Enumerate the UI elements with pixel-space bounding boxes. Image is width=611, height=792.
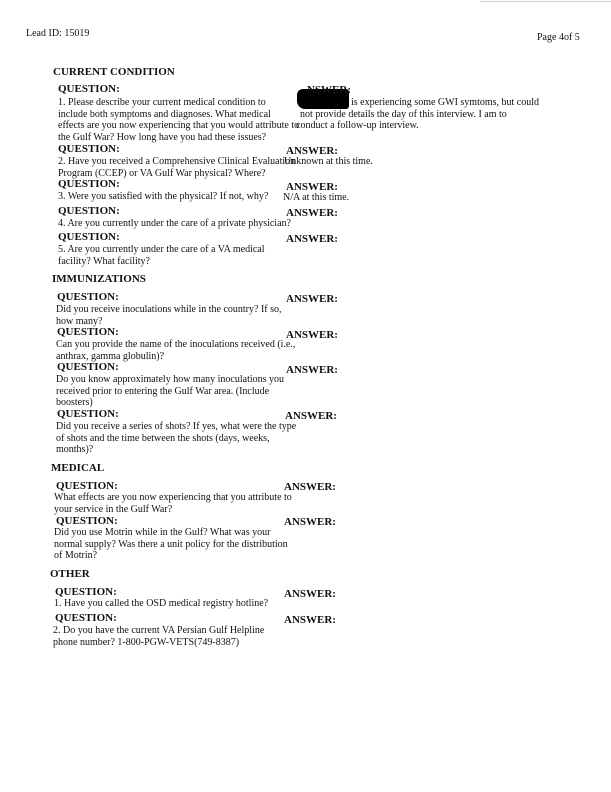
scan-artifact-line <box>480 1 611 2</box>
question-label: QUESTION: <box>58 231 120 243</box>
question-text-line: Program (CCEP) or VA Gulf War physical? Where? <box>58 167 266 179</box>
question-text-line: 3. Were you satisfied with the physical? If not, why? <box>58 191 269 202</box>
answer-text-line: is experiencing some GWI symtoms, but could <box>351 97 540 108</box>
question-text-line: of shots and the time between the shots (days, weeks, <box>56 432 270 444</box>
answer-label: ANSWER: <box>286 329 338 341</box>
answer-label: ANSWER: <box>284 516 336 528</box>
question-text-line: facility? What facility? <box>58 255 150 267</box>
question-text-line: your service in the Gulf War? <box>54 503 173 515</box>
question-text-line: What effects are you now experiencing that you attribute to <box>54 492 292 503</box>
question-label: QUESTION: <box>55 612 117 624</box>
question-label: QUESTION: <box>58 178 120 190</box>
question-text-line: phone number? 1-800-PGW-VETS(749-8387) <box>53 636 240 648</box>
answer-text-line: not provide details the day of this interview. I am to <box>300 108 507 120</box>
question-label: QUESTION: <box>56 515 118 527</box>
question-label: QUESTION: <box>58 83 120 95</box>
question-label: QUESTION: <box>55 586 117 598</box>
question-text-line: effects are you now experiencing that you would attribute to <box>58 120 300 131</box>
question-text-line: months)? <box>56 444 94 455</box>
answer-label: ANSWER: <box>286 207 338 219</box>
answer-label: NSWER: <box>307 84 352 96</box>
question-text-line: 2. Have you received a Comprehensive Clinical Evaluation <box>58 156 296 167</box>
answer-text-line: N/A at this time. <box>283 192 350 203</box>
answer-label: ANSWER: <box>286 145 338 157</box>
answer-label: ANSWER: <box>286 364 338 376</box>
section-title-medical: MEDICAL <box>51 462 105 474</box>
question-text-line: anthrax, gamma globulin)? <box>56 350 165 362</box>
question-label: QUESTION: <box>57 326 119 338</box>
question-label: QUESTION: <box>57 361 119 373</box>
question-text-line: 1. Have you called the OSD medical registry hotline? <box>54 598 269 609</box>
question-text-line: include both symptoms and diagnoses. What medical <box>58 108 271 120</box>
answer-text-line: Unknown at this time. <box>284 156 373 167</box>
answer-label: ANSWER: <box>286 233 338 245</box>
question-text-line: how many? <box>56 315 103 327</box>
lead-id: Lead ID: 15019 <box>26 28 90 39</box>
answer-label: ANSWER: <box>286 293 338 305</box>
question-text-line: boosters) <box>56 397 93 408</box>
section-title-other: OTHER <box>50 568 90 580</box>
question-text-line: Did you receive inoculations while in the country? If so, <box>56 304 282 315</box>
answer-label: ANSWER: <box>286 181 338 193</box>
question-label: QUESTION: <box>56 480 118 492</box>
answer-label: ANSWER: <box>284 481 336 493</box>
answer-text-line: conduct a follow-up interview. <box>296 120 419 131</box>
answer-label: ANSWER: <box>284 614 336 626</box>
question-text-line: of Motrin? <box>54 550 98 561</box>
question-label: QUESTION: <box>58 205 120 217</box>
question-text-line: received prior to entering the Gulf War area. (Include <box>56 385 270 397</box>
question-text-line: the Gulf War? How long have you had these issues? <box>58 131 267 143</box>
section-title-immunizations: IMMUNIZATIONS <box>52 273 146 285</box>
answer-label: ANSWER: <box>285 410 337 422</box>
question-text-line: normal supply? Was there a unit policy for the distribution <box>54 538 288 550</box>
question-text-line: 1. Please describe your current medical condition to <box>58 97 266 108</box>
question-text-line: 5. Are you currently under the care of a VA medical <box>58 244 265 255</box>
question-text-line: Did you use Motrin while in the Gulf? What was your <box>54 527 271 538</box>
question-label: QUESTION: <box>58 143 120 155</box>
question-text-line: Do you know approximately how many inoculations you <box>56 374 285 385</box>
question-label: QUESTION: <box>57 408 119 420</box>
section-title-current-condition: CURRENT CONDITION <box>53 66 175 78</box>
question-text-line: Can you provide the name of the inoculations received (i.e., <box>56 339 296 350</box>
answer-label: ANSWER: <box>284 588 336 600</box>
page-number: Page 4of 5 <box>537 32 580 43</box>
question-text-line: Did you receive a series of shots? If yes, what were the type <box>56 421 297 432</box>
question-text-line: 2. Do you have the current VA Persian Gulf Helpline <box>53 625 265 636</box>
question-label: QUESTION: <box>57 291 119 303</box>
question-text-line: 4. Are you currently under the care of a private physician? <box>58 218 291 229</box>
